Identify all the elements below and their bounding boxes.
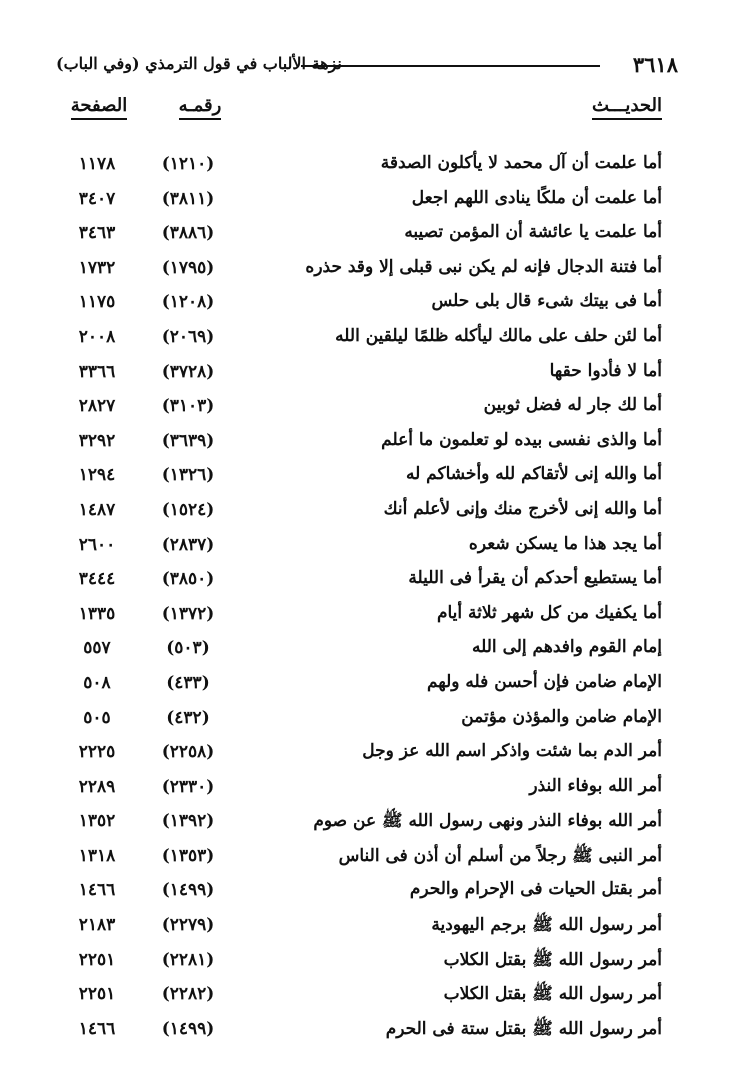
page-reference: ٢٢٢٥ — [78, 742, 116, 763]
table-row — [0, 840, 754, 875]
hadith-text: أما يجد هذا ما يسكن شعره — [468, 533, 662, 554]
hadith-number: (٢٢٨١) — [161, 949, 215, 970]
page-reference: ١٣٣٥ — [78, 603, 116, 624]
page-reference: ٢٨٢٧ — [78, 396, 116, 417]
hadith-number: (١٢٠٨) — [161, 292, 215, 313]
hadith-text: أما يكفيك من كل شهر ثلاثة أيام — [436, 602, 662, 623]
page-reference: ٢١٨٣ — [78, 915, 116, 936]
hadith-number: (٣٨٨٦) — [161, 223, 215, 244]
hadith-number: (٢٢٥٨) — [161, 742, 215, 763]
hadith-number: (١٣٩٢) — [161, 811, 215, 832]
table-row — [0, 529, 754, 564]
page-reference: ٥٠٥ — [83, 707, 111, 728]
hadith-number: (١٣٢٦) — [161, 465, 215, 486]
hadith-number: (١٥٢٤) — [161, 499, 215, 520]
hadith-number: (٣٧٢٨) — [161, 361, 215, 382]
table-row — [0, 390, 754, 425]
hadith-text: أمر رسول الله ﷺ بقتل الكلاب — [443, 984, 662, 1005]
page-reference: ٢٠٠٨ — [78, 326, 116, 347]
table-row — [0, 978, 754, 1013]
hadith-text: أمر الله بوفاء النذر ونهى رسول الله ﷺ عن صوم — [313, 811, 662, 832]
page-reference: ٣٤٠٧ — [78, 188, 116, 209]
hadith-text: إمام القوم وافدهم إلى الله — [472, 637, 662, 658]
table-row — [0, 771, 754, 806]
page-reference: ١٤٦٦ — [78, 1018, 116, 1039]
table-row — [0, 563, 754, 598]
page-reference: ٣٤٦٣ — [78, 223, 116, 244]
column-header-page: الصفحة — [68, 95, 130, 120]
table-row — [0, 702, 754, 737]
hadith-text: أمر النبى ﷺ رجلاً من أسلم أن أذن فى الناس — [338, 845, 662, 866]
page-reference: ٥٠٨ — [83, 672, 111, 693]
hadith-number: (١٣٧٢) — [161, 603, 215, 624]
running-header — [56, 52, 678, 82]
table-row — [0, 286, 754, 321]
table-row — [0, 805, 754, 840]
hadith-number: (٣٨٥٠) — [161, 569, 215, 590]
book-title: نزهة الألباب في قول الترمذي (وفي الباب) — [56, 54, 342, 73]
hadith-number: (٢٠٦٩) — [161, 326, 215, 347]
hadith-number: (٢٢٧٩) — [161, 915, 215, 936]
hadith-number: (٣١٠٣) — [161, 396, 215, 417]
table-row — [0, 944, 754, 979]
hadith-text: أما والله إنى لأتقاكم لله وأخشاكم له — [405, 464, 662, 485]
page-reference: ١٣٥٢ — [78, 811, 116, 832]
hadith-number: (٢٨٣٧) — [161, 534, 215, 555]
hadith-number: (٢٣٣٠) — [161, 776, 215, 797]
page-reference: ١١٧٥ — [78, 292, 116, 313]
hadith-number: (١٢١٠) — [161, 154, 215, 174]
hadith-number: (١٣٥٣) — [161, 845, 215, 866]
header-rule — [301, 65, 600, 67]
table-row — [0, 667, 754, 702]
hadith-text: أمر الدم بما شئت واذكر اسم الله عز وجل — [362, 741, 662, 762]
table-row — [0, 252, 754, 287]
hadith-number: (٣٦٣٩) — [161, 430, 215, 451]
index-table — [0, 148, 754, 1047]
table-row — [0, 425, 754, 460]
hadith-number: (١٤٩٩) — [161, 880, 215, 901]
table-row — [0, 356, 754, 391]
hadith-number: (١٧٩٥) — [161, 257, 215, 278]
page-reference: ٢٦٠٠ — [78, 534, 116, 555]
page-reference: ١٧٣٢ — [78, 257, 116, 278]
hadith-number: (٤٣٣) — [166, 672, 210, 693]
table-row — [0, 598, 754, 633]
page-reference: ٢٢٨٩ — [78, 776, 116, 797]
hadith-number: (٥٠٣) — [166, 638, 210, 659]
hadith-text: أما والله إنى لأخرج منك وإنى لأعلم أنك — [383, 498, 662, 519]
table-row — [0, 909, 754, 944]
hadith-text: أمر رسول الله ﷺ بقتل الكلاب — [443, 949, 662, 970]
page-reference: ١٤٨٧ — [78, 499, 116, 520]
page-reference: ٢٢٥١ — [78, 949, 116, 970]
hadith-text: أما لك جار له فضل ثوبين — [483, 395, 662, 416]
page-reference: ٢٢٥١ — [78, 984, 116, 1005]
hadith-number: (٣٨١١) — [161, 188, 215, 209]
page-reference: ٣٣٦٦ — [78, 361, 116, 382]
hadith-text: أما علمت أن ملكًا ينادى اللهم اجعل — [411, 187, 662, 208]
hadith-text: أمر رسول الله ﷺ برجم اليهودية — [431, 915, 662, 936]
hadith-text: أمر رسول الله ﷺ بقتل ستة فى الحرم — [385, 1018, 662, 1039]
table-row — [0, 494, 754, 529]
column-header-hadith: الحديـــث — [592, 95, 662, 120]
table-row — [0, 632, 754, 667]
hadith-text: أما علمت يا عائشة أن المؤمن تصيبه — [404, 222, 662, 243]
page-reference: ١٣١٨ — [78, 845, 116, 866]
table-row — [0, 459, 754, 494]
hadith-text: الإمام ضامن والمؤذن مؤتمن — [461, 706, 662, 727]
hadith-text: أما والذى نفسى بيده لو تعلمون ما أعلم — [381, 429, 662, 450]
hadith-number: (١٤٩٩) — [161, 1018, 215, 1039]
hadith-text: أما يستطيع أحدكم أن يقرأ فى الليلة — [408, 568, 662, 589]
table-row — [0, 736, 754, 771]
column-header-number: رقمـه — [165, 95, 235, 120]
hadith-number: (٢٢٨٢) — [161, 984, 215, 1005]
hadith-text: الإمام ضامن فإن أحسن فله ولهم — [426, 671, 662, 692]
hadith-text: أما فتنة الدجال فإنه لم يكن نبى قبلى إلا وقد حذره — [305, 256, 662, 277]
page-reference: ٥٥٧ — [83, 638, 111, 659]
table-row — [0, 874, 754, 909]
page-number: ٣٦١٨ — [632, 52, 678, 77]
page-reference: ١٤٦٦ — [78, 880, 116, 901]
page-reference: ٣٤٤٤ — [78, 569, 116, 590]
hadith-number: (٤٣٢) — [166, 707, 210, 728]
hadith-text: أما فى بيتك شىء قال بلى حلس — [431, 291, 662, 312]
table-row — [0, 321, 754, 356]
page-reference: ١١٧٨ — [78, 154, 116, 174]
hadith-text: أمر بقتل الحيات فى الإحرام والحرم — [409, 879, 662, 900]
table-row — [0, 183, 754, 218]
table-row — [0, 217, 754, 252]
hadith-text: أمر الله بوفاء النذر — [529, 775, 662, 796]
page-reference: ١٢٩٤ — [78, 465, 116, 486]
table-row — [0, 148, 754, 183]
hadith-text: أما لئن حلف على مالك ليأكله ظلمًا ليلقين الله — [335, 325, 662, 346]
table-row — [0, 1013, 754, 1048]
page-reference: ٣٢٩٢ — [78, 430, 116, 451]
hadith-text: أما علمت أن آل محمد لا يأكلون الصدقة — [380, 153, 662, 173]
hadith-text: أما لا فأدوا حقها — [549, 360, 662, 381]
